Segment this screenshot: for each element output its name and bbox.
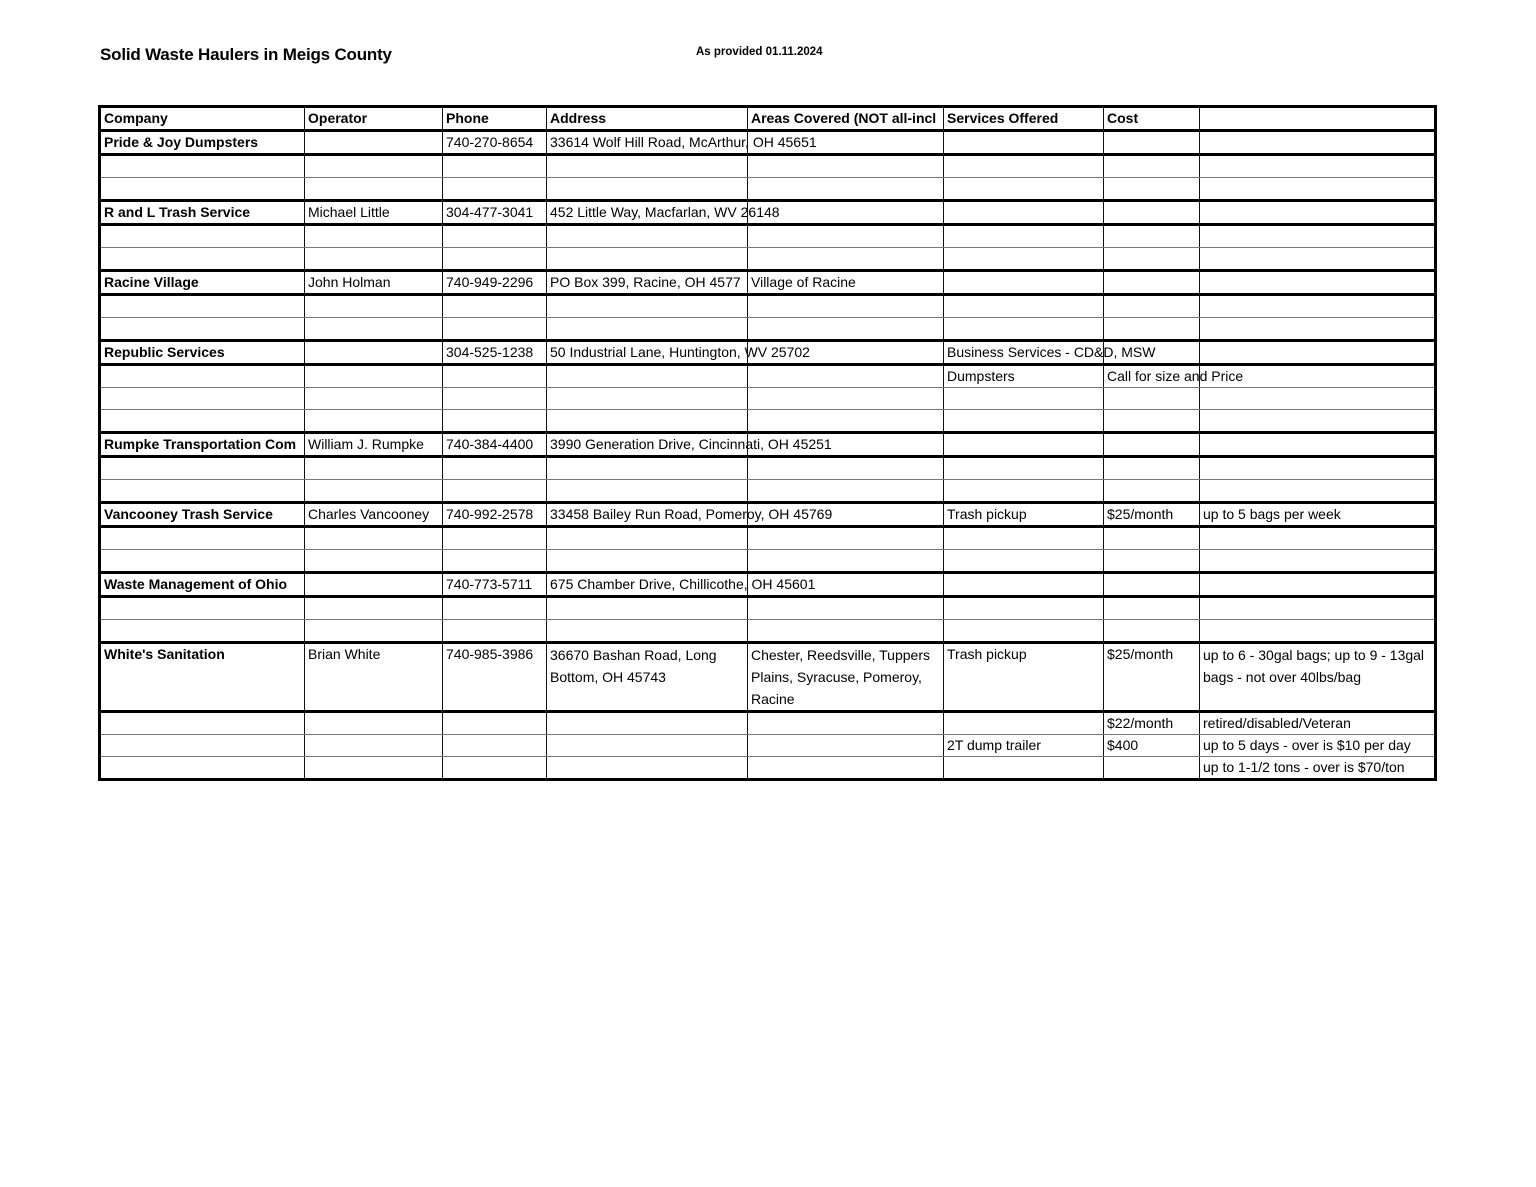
company-cell xyxy=(100,712,305,735)
services-cell xyxy=(944,388,1104,410)
areas-cell: Village of Racine xyxy=(748,271,944,295)
operator-cell xyxy=(305,457,443,480)
header-notes xyxy=(1200,107,1436,131)
cost-cell xyxy=(1104,131,1200,155)
notes-cell xyxy=(1200,388,1436,410)
phone-cell xyxy=(443,155,547,178)
company-cell xyxy=(100,388,305,410)
areas-cell xyxy=(748,550,944,573)
cost-cell xyxy=(1104,201,1200,225)
areas-cell xyxy=(748,410,944,433)
phone-cell xyxy=(443,712,547,735)
services-cell xyxy=(944,295,1104,318)
phone-cell: 740-949-2296 xyxy=(443,271,547,295)
notes-cell xyxy=(1200,433,1436,457)
cost-cell xyxy=(1104,388,1200,410)
address-cell xyxy=(547,178,748,201)
services-cell xyxy=(944,620,1104,643)
operator-cell xyxy=(305,318,443,341)
phone-cell: 740-985-3986 xyxy=(443,643,547,712)
operator-cell xyxy=(305,620,443,643)
areas-cell xyxy=(748,712,944,735)
table-row xyxy=(100,388,1436,410)
phone-cell xyxy=(443,597,547,620)
operator-cell xyxy=(305,131,443,155)
table-row xyxy=(100,410,1436,433)
table-row xyxy=(100,620,1436,643)
table-row xyxy=(100,248,1436,271)
phone-cell xyxy=(443,757,547,780)
notes-cell xyxy=(1200,155,1436,178)
notes-cell xyxy=(1200,318,1436,341)
phone-cell: 740-773-5711 xyxy=(443,573,547,597)
company-cell: White's Sanitation xyxy=(100,643,305,712)
cost-cell xyxy=(1104,527,1200,550)
operator-cell xyxy=(305,527,443,550)
cost-cell: $22/month xyxy=(1104,712,1200,735)
operator-cell xyxy=(305,712,443,735)
operator-cell xyxy=(305,178,443,201)
operator-cell xyxy=(305,341,443,365)
notes-cell xyxy=(1200,201,1436,225)
address-cell xyxy=(547,735,748,757)
cost-cell xyxy=(1104,271,1200,295)
operator-cell xyxy=(305,225,443,248)
table-row xyxy=(100,178,1436,201)
cost-cell xyxy=(1104,620,1200,643)
haulers-table xyxy=(98,105,1437,781)
header-areas-covered: Areas Covered (NOT all-incl xyxy=(748,107,944,131)
company-row xyxy=(100,271,1436,295)
operator-cell xyxy=(305,573,443,597)
phone-cell xyxy=(443,527,547,550)
notes-cell: up to 5 days - over is $10 per day xyxy=(1200,735,1436,757)
company-cell xyxy=(100,597,305,620)
services-cell: Business Services - CD&D, MSW xyxy=(944,341,1104,365)
table-row xyxy=(100,712,1436,735)
services-cell xyxy=(944,757,1104,780)
notes-cell xyxy=(1200,248,1436,271)
areas-cell xyxy=(748,620,944,643)
services-cell xyxy=(944,712,1104,735)
areas-cell xyxy=(748,365,944,388)
notes-cell xyxy=(1200,410,1436,433)
operator-cell xyxy=(305,757,443,780)
operator-cell: William J. Rumpke xyxy=(305,433,443,457)
cost-cell: $25/month xyxy=(1104,503,1200,527)
address-cell xyxy=(547,550,748,573)
table-row xyxy=(100,597,1436,620)
notes-cell xyxy=(1200,527,1436,550)
company-cell: Pride & Joy Dumpsters xyxy=(100,131,305,155)
company-cell: Racine Village xyxy=(100,271,305,295)
phone-cell xyxy=(443,388,547,410)
header-address: Address xyxy=(547,107,748,131)
cost-cell xyxy=(1104,295,1200,318)
header-operator: Operator xyxy=(305,107,443,131)
areas-cell xyxy=(748,527,944,550)
cost-cell xyxy=(1104,757,1200,780)
services-cell xyxy=(944,155,1104,178)
operator-cell xyxy=(305,155,443,178)
cost-cell: $25/month xyxy=(1104,643,1200,712)
areas-cell: Chester, Reedsville, Tuppers Plains, Syracuse, Pomeroy, Racine xyxy=(748,643,944,712)
phone-cell: 304-525-1238 xyxy=(443,341,547,365)
cost-cell xyxy=(1104,573,1200,597)
services-cell xyxy=(944,433,1104,457)
company-cell xyxy=(100,248,305,271)
cost-cell xyxy=(1104,155,1200,178)
provided-date-note: As provided 01.11.2024 xyxy=(696,46,823,58)
services-cell xyxy=(944,131,1104,155)
cost-cell xyxy=(1104,550,1200,573)
notes-cell xyxy=(1200,225,1436,248)
table-row xyxy=(100,155,1436,178)
areas-cell xyxy=(748,480,944,503)
address-cell xyxy=(547,527,748,550)
company-cell xyxy=(100,550,305,573)
areas-cell xyxy=(748,735,944,757)
services-cell: Dumpsters xyxy=(944,365,1104,388)
address-cell xyxy=(547,248,748,271)
table-row xyxy=(100,365,1436,388)
company-cell: Republic Services xyxy=(100,341,305,365)
company-cell: Waste Management of Ohio xyxy=(100,573,305,597)
company-cell xyxy=(100,178,305,201)
address-cell xyxy=(547,365,748,388)
areas-cell xyxy=(748,178,944,201)
notes-cell: up to 5 bags per week xyxy=(1200,503,1436,527)
header-row xyxy=(100,107,1436,131)
cost-cell xyxy=(1104,410,1200,433)
cost-cell xyxy=(1104,457,1200,480)
phone-cell xyxy=(443,365,547,388)
address-cell xyxy=(547,318,748,341)
company-row xyxy=(100,341,1436,365)
notes-cell: up to 1-1/2 tons - over is $70/ton xyxy=(1200,757,1436,780)
phone-cell xyxy=(443,295,547,318)
phone-cell xyxy=(443,318,547,341)
operator-cell xyxy=(305,480,443,503)
areas-cell xyxy=(748,248,944,271)
company-cell xyxy=(100,365,305,388)
notes-cell xyxy=(1200,271,1436,295)
address-cell xyxy=(547,457,748,480)
cost-cell xyxy=(1104,433,1200,457)
notes-cell xyxy=(1200,131,1436,155)
company-cell xyxy=(100,225,305,248)
services-cell xyxy=(944,597,1104,620)
address-cell: PO Box 399, Racine, OH 4577 xyxy=(547,271,748,295)
company-row xyxy=(100,503,1436,527)
notes-cell xyxy=(1200,480,1436,503)
phone-cell: 740-992-2578 xyxy=(443,503,547,527)
services-cell: 2T dump trailer xyxy=(944,735,1104,757)
company-row xyxy=(100,433,1436,457)
phone-cell: 740-384-4400 xyxy=(443,433,547,457)
cost-cell xyxy=(1104,318,1200,341)
phone-cell xyxy=(443,410,547,433)
operator-cell: Charles Vancooney xyxy=(305,503,443,527)
header-cost: Cost xyxy=(1104,107,1200,131)
address-cell xyxy=(547,480,748,503)
company-row xyxy=(100,573,1436,597)
address-cell: 50 Industrial Lane, Huntington, WV 25702 xyxy=(547,341,748,365)
operator-cell: Brian White xyxy=(305,643,443,712)
company-cell xyxy=(100,757,305,780)
areas-cell xyxy=(748,295,944,318)
phone-cell: 740-270-8654 xyxy=(443,131,547,155)
address-cell xyxy=(547,410,748,433)
operator-cell xyxy=(305,295,443,318)
cost-cell xyxy=(1104,480,1200,503)
address-cell xyxy=(547,597,748,620)
document-title: Solid Waste Haulers in Meigs County xyxy=(100,45,392,64)
operator-cell: Michael Little xyxy=(305,201,443,225)
company-cell: R and L Trash Service xyxy=(100,201,305,225)
notes-cell: retired/disabled/Veteran xyxy=(1200,712,1436,735)
address-cell: 33614 Wolf Hill Road, McArthur, OH 45651 xyxy=(547,131,748,155)
address-cell xyxy=(547,295,748,318)
phone-cell xyxy=(443,248,547,271)
company-cell xyxy=(100,410,305,433)
services-cell xyxy=(944,527,1104,550)
address-cell xyxy=(547,155,748,178)
address-cell: 675 Chamber Drive, Chillicothe, OH 45601 xyxy=(547,573,748,597)
notes-cell xyxy=(1200,550,1436,573)
areas-cell xyxy=(748,155,944,178)
phone-cell xyxy=(443,457,547,480)
notes-cell: up to 6 - 30gal bags; up to 9 - 13gal bags - not over 40lbs/bag xyxy=(1200,643,1436,712)
services-cell xyxy=(944,573,1104,597)
services-cell xyxy=(944,318,1104,341)
address-cell xyxy=(547,620,748,643)
services-cell xyxy=(944,201,1104,225)
phone-cell xyxy=(443,620,547,643)
cost-cell xyxy=(1104,225,1200,248)
areas-cell xyxy=(748,757,944,780)
company-cell: Rumpke Transportation Com xyxy=(100,433,305,457)
address-cell xyxy=(547,757,748,780)
operator-cell xyxy=(305,735,443,757)
phone-cell xyxy=(443,225,547,248)
notes-cell xyxy=(1200,178,1436,201)
company-cell xyxy=(100,480,305,503)
company-cell xyxy=(100,318,305,341)
address-cell: 33458 Bailey Run Road, Pomeroy, OH 45769 xyxy=(547,503,748,527)
address-cell: 452 Little Way, Macfarlan, WV 26148 xyxy=(547,201,748,225)
company-cell xyxy=(100,735,305,757)
cost-cell xyxy=(1104,248,1200,271)
company-cell xyxy=(100,620,305,643)
company-row xyxy=(100,643,1436,712)
company-cell xyxy=(100,457,305,480)
company-cell xyxy=(100,527,305,550)
notes-cell xyxy=(1200,295,1436,318)
operator-cell xyxy=(305,550,443,573)
services-cell xyxy=(944,248,1104,271)
operator-cell xyxy=(305,410,443,433)
services-cell xyxy=(944,225,1104,248)
areas-cell xyxy=(748,318,944,341)
table-row xyxy=(100,735,1436,757)
cost-cell xyxy=(1104,597,1200,620)
operator-cell xyxy=(305,248,443,271)
operator-cell: John Holman xyxy=(305,271,443,295)
company-cell xyxy=(100,295,305,318)
operator-cell xyxy=(305,365,443,388)
services-cell xyxy=(944,271,1104,295)
cost-cell: Call for size and Price xyxy=(1104,365,1200,388)
areas-cell xyxy=(748,225,944,248)
table-row xyxy=(100,550,1436,573)
services-cell xyxy=(944,457,1104,480)
notes-cell xyxy=(1200,573,1436,597)
address-cell xyxy=(547,225,748,248)
address-cell xyxy=(547,712,748,735)
company-row xyxy=(100,131,1436,155)
table-row xyxy=(100,295,1436,318)
table-row xyxy=(100,318,1436,341)
notes-cell xyxy=(1200,620,1436,643)
company-cell xyxy=(100,155,305,178)
areas-cell xyxy=(748,457,944,480)
cost-cell xyxy=(1104,178,1200,201)
table-row xyxy=(100,225,1436,248)
services-cell xyxy=(944,480,1104,503)
operator-cell xyxy=(305,597,443,620)
areas-cell xyxy=(748,597,944,620)
phone-cell xyxy=(443,480,547,503)
header-services-offered: Services Offered xyxy=(944,107,1104,131)
services-cell: Trash pickup xyxy=(944,643,1104,712)
address-cell: 3990 Generation Drive, Cincinnati, OH 45251 xyxy=(547,433,748,457)
table-row xyxy=(100,757,1436,780)
table-row xyxy=(100,480,1436,503)
header-company: Company xyxy=(100,107,305,131)
phone-cell: 304-477-3041 xyxy=(443,201,547,225)
company-cell: Vancooney Trash Service xyxy=(100,503,305,527)
address-cell: 36670 Bashan Road, Long Bottom, OH 45743 xyxy=(547,643,748,712)
cost-cell: $400 xyxy=(1104,735,1200,757)
table-row xyxy=(100,457,1436,480)
notes-cell xyxy=(1200,341,1436,365)
notes-cell xyxy=(1200,457,1436,480)
operator-cell xyxy=(305,388,443,410)
notes-cell xyxy=(1200,597,1436,620)
phone-cell xyxy=(443,550,547,573)
table-row xyxy=(100,527,1436,550)
header-phone: Phone xyxy=(443,107,547,131)
phone-cell xyxy=(443,735,547,757)
services-cell: Trash pickup xyxy=(944,503,1104,527)
areas-cell xyxy=(748,388,944,410)
address-cell xyxy=(547,388,748,410)
phone-cell xyxy=(443,178,547,201)
services-cell xyxy=(944,178,1104,201)
company-row xyxy=(100,201,1436,225)
services-cell xyxy=(944,410,1104,433)
services-cell xyxy=(944,550,1104,573)
